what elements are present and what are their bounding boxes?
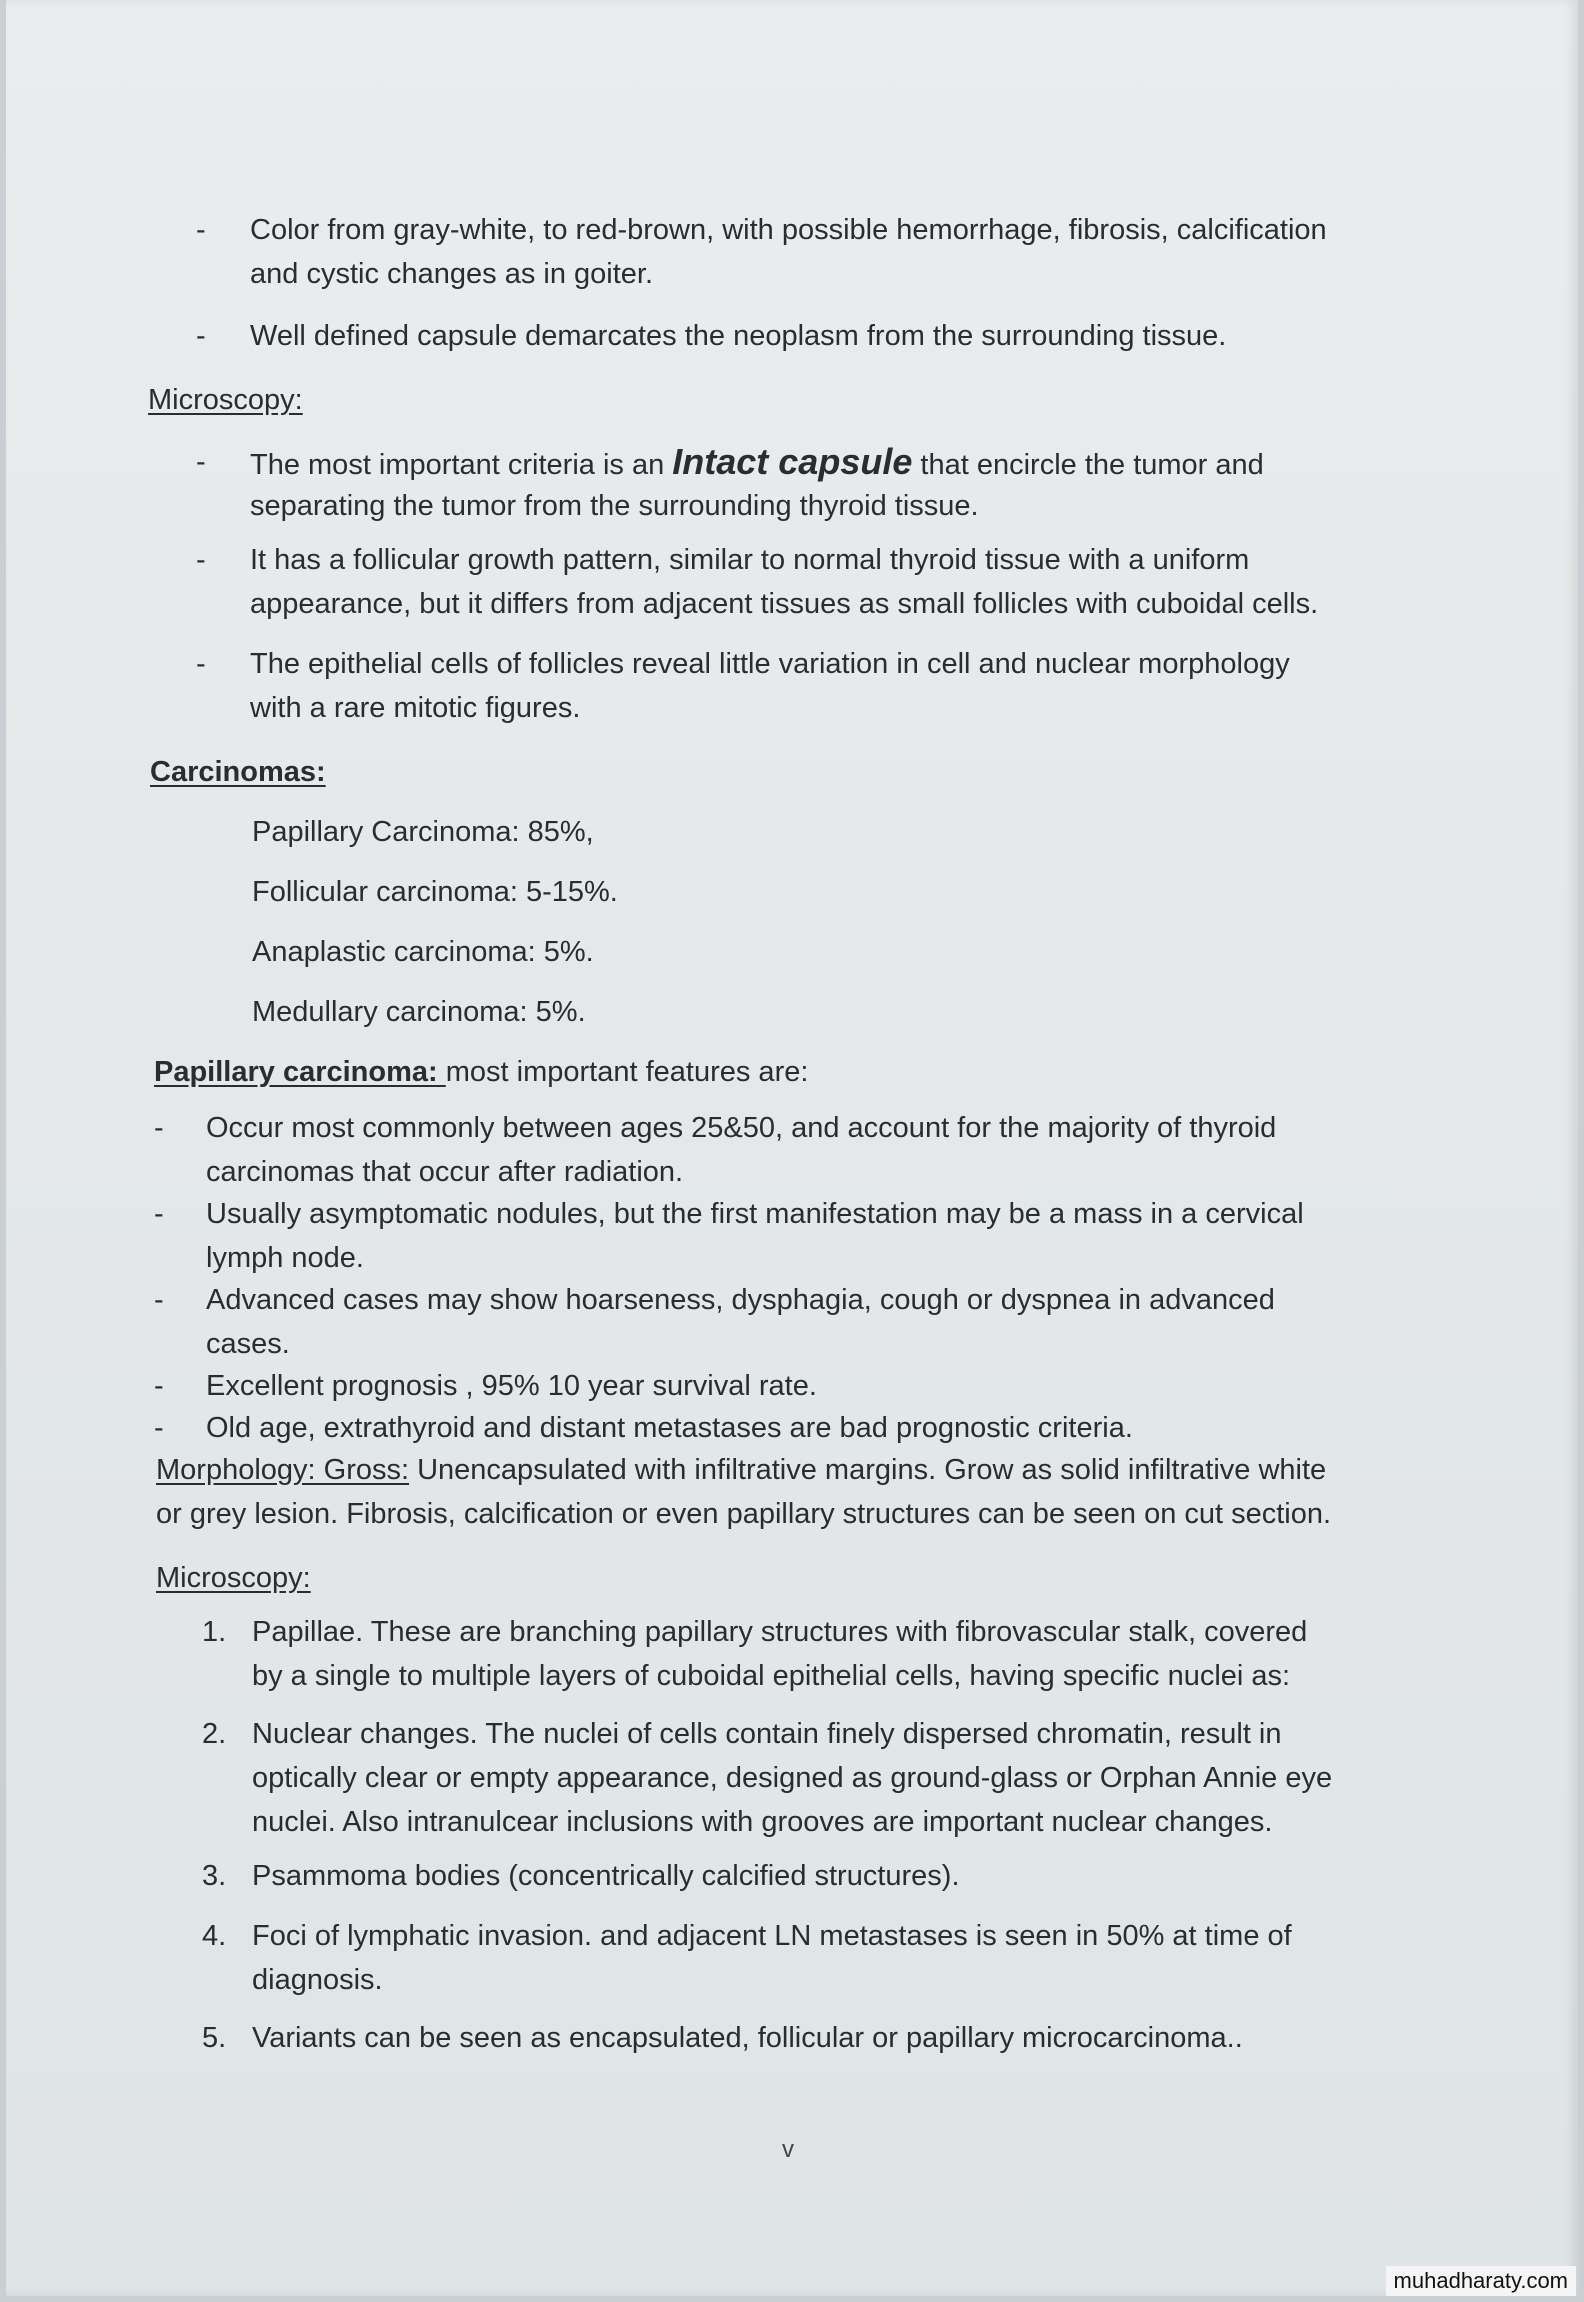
bullet-dash: - — [196, 544, 206, 576]
papillary-heading-rest: most important features are: — [445, 1056, 809, 1088]
item-line: nuclei. Also intranulcear inclusions with grooves are important nuclear changes. — [252, 1806, 1273, 1838]
morphology-line-1 — [156, 1448, 1326, 1492]
morphology-text: Unencapsulated with infiltrative margins. Grow as solid infiltrative white — [409, 1454, 1327, 1486]
bullet-line: Color from gray-white, to red-brown, with possible hemorrhage, fibrosis, calcification — [250, 214, 1327, 246]
carcinoma-item: Papillary Carcinoma: 85%, — [252, 816, 594, 848]
bullet-line: Advanced cases may show hoarseness, dysphagia, cough or dyspnea in advanced — [206, 1284, 1275, 1316]
bullet-dash: - — [154, 1112, 164, 1144]
bullet-dash: - — [196, 648, 206, 680]
item-line: optically clear or empty appearance, designed as ground-glass or Orphan Annie eye — [252, 1762, 1333, 1794]
item-number: 1. — [202, 1616, 227, 1648]
item-number: 3. — [202, 1860, 227, 1892]
carcinomas-heading: Carcinomas: — [150, 756, 326, 788]
papillary-heading: Papillary carcinoma: — [154, 1056, 446, 1088]
bullet-dash: - — [154, 1412, 164, 1444]
bullet-line: Occur most commonly between ages 25&50, and account for the majority of thyroid — [206, 1112, 1277, 1144]
bullet-dash: - — [196, 214, 206, 246]
bullet-line: with a rare mitotic figures. — [250, 692, 581, 724]
item-number: 5. — [202, 2022, 227, 2054]
item-line: diagnosis. — [252, 1964, 383, 1996]
text-run: that encircle the tumor and — [912, 449, 1264, 481]
bullet-line: separating the tumor from the surrounding thyroid tissue. — [250, 490, 979, 522]
item-number: 2. — [202, 1718, 227, 1750]
text-run: The most important criteria is an — [250, 449, 673, 481]
page-number: v — [782, 2136, 794, 2163]
morphology-heading: Morphology: Gross: — [156, 1454, 410, 1486]
bullet-line — [250, 440, 1264, 487]
bullet-dash: - — [154, 1370, 164, 1402]
site-watermark: muhadharaty.com — [1386, 2266, 1576, 2296]
item-line: Psammoma bodies (concentrically calcified structures). — [252, 1860, 960, 1892]
item-line: Papillae. These are branching papillary structures with fibrovascular stalk, covered — [252, 1616, 1308, 1648]
bullet-line: The epithelial cells of follicles reveal little variation in cell and nuclear morphology — [250, 648, 1290, 680]
bullet-line: Well defined capsule demarcates the neoplasm from the surrounding tissue. — [250, 320, 1227, 352]
bullet-dash: - — [154, 1198, 164, 1230]
bullet-line: and cystic changes as in goiter. — [250, 258, 654, 290]
emphasis-intact-capsule: Intact capsule — [672, 441, 913, 482]
carcinoma-item: Medullary carcinoma: 5%. — [252, 996, 586, 1028]
bullet-dash: - — [196, 320, 206, 352]
microscopy-heading-2: Microscopy: — [156, 1562, 311, 1594]
document-page — [6, 0, 1578, 2296]
item-line: Nuclear changes. The nuclei of cells contain finely dispersed chromatin, result in — [252, 1718, 1282, 1750]
carcinoma-item: Follicular carcinoma: 5-15%. — [252, 876, 618, 908]
bullet-dash: - — [154, 1284, 164, 1316]
item-number: 4. — [202, 1920, 227, 1952]
bullet-dash: - — [196, 446, 206, 478]
bullet-line: cases. — [206, 1328, 290, 1360]
item-line: Variants can be seen as encapsulated, follicular or papillary microcarcinoma.. — [252, 2022, 1243, 2054]
bullet-line: Excellent prognosis , 95% 10 year survival rate. — [206, 1370, 817, 1402]
carcinoma-item: Anaplastic carcinoma: 5%. — [252, 936, 594, 968]
bullet-line: It has a follicular growth pattern, similar to normal thyroid tissue with a uniform — [250, 544, 1250, 576]
morphology-line-2: or grey lesion. Fibrosis, calcification or even papillary structures can be seen on cut section. — [156, 1498, 1332, 1530]
item-line: by a single to multiple layers of cuboidal epithelial cells, having specific nuclei as: — [252, 1660, 1291, 1692]
papillary-heading-line — [154, 1050, 808, 1094]
bullet-line: carcinomas that occur after radiation. — [206, 1156, 684, 1188]
item-line: Foci of lymphatic invasion. and adjacent LN metastases is seen in 50% at time of — [252, 1920, 1292, 1952]
microscopy-heading-1: Microscopy: — [148, 384, 303, 416]
bullet-line: appearance, but it differs from adjacent tissues as small follicles with cuboidal cells. — [250, 588, 1319, 620]
bullet-line: Old age, extrathyroid and distant metastases are bad prognostic criteria. — [206, 1412, 1133, 1444]
bullet-line: lymph node. — [206, 1242, 364, 1274]
bullet-line: Usually asymptomatic nodules, but the first manifestation may be a mass in a cervical — [206, 1198, 1304, 1230]
